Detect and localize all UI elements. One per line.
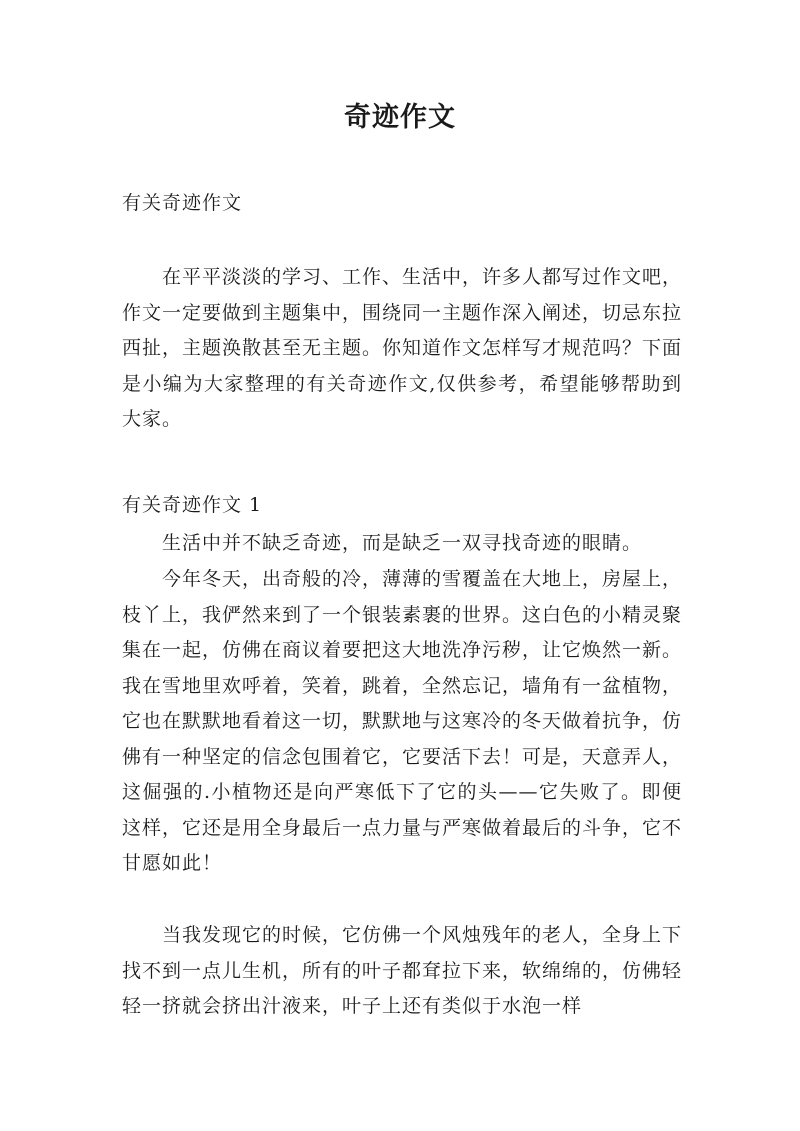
essay-heading: 有关奇迹作文 1 [122,494,263,516]
section-heading: 有关奇迹作文 [122,192,243,214]
intro-paragraph: 在平平淡淡的学习、工作、生活中，许多人都写过作文吧，作文一定要做到主题集中，围绕同一主题作深入阐述，切忌东拉西扯，主题涣散甚至无主题。你知道作文怎样写才规范吗？下面是小编为大家整理的有关奇迹作文,仅供参考，希望能够帮助到大家。 [122,266,683,430]
essay-paragraph-1: 生活中并不缺乏奇迹，而是缺乏一双寻找奇迹的眼睛。 [162,532,643,554]
essay-paragraph-2: 今年冬天，出奇般的冷，薄薄的雪覆盖在大地上，房屋上，枝丫上，我俨然来到了一个银装素裹的世界。这白色的小精灵聚集在一起，仿佛在商议着要把这大地洗净污秽，让它焕然一新。我在雪地里欢呼着，笑着，跳着，全然忘记，墙角有一盆植物，它也在默默地看着这一切，默默地与这寒冷的冬天做着抗争，仿佛有一种坚定的信念包围着它，它要活下去！可是，天意弄人，这倔强的.小植物还是向严寒低下了它的头——它失败了。即便这样，它还是用全身最后一点力量与严寒做着最后的斗争，它不甘愿如此！ [122,568,683,874]
document-title: 奇迹作文 [344,102,456,133]
essay-paragraph-3: 当我发现它的时候，它仿佛一个风烛残年的老人，全身上下找不到一点儿生机，所有的叶子都耷拉下来，软绵绵的，仿佛轻轻一挤就会挤出汁液来，叶子上还有类似于水泡一样 [122,924,683,1017]
